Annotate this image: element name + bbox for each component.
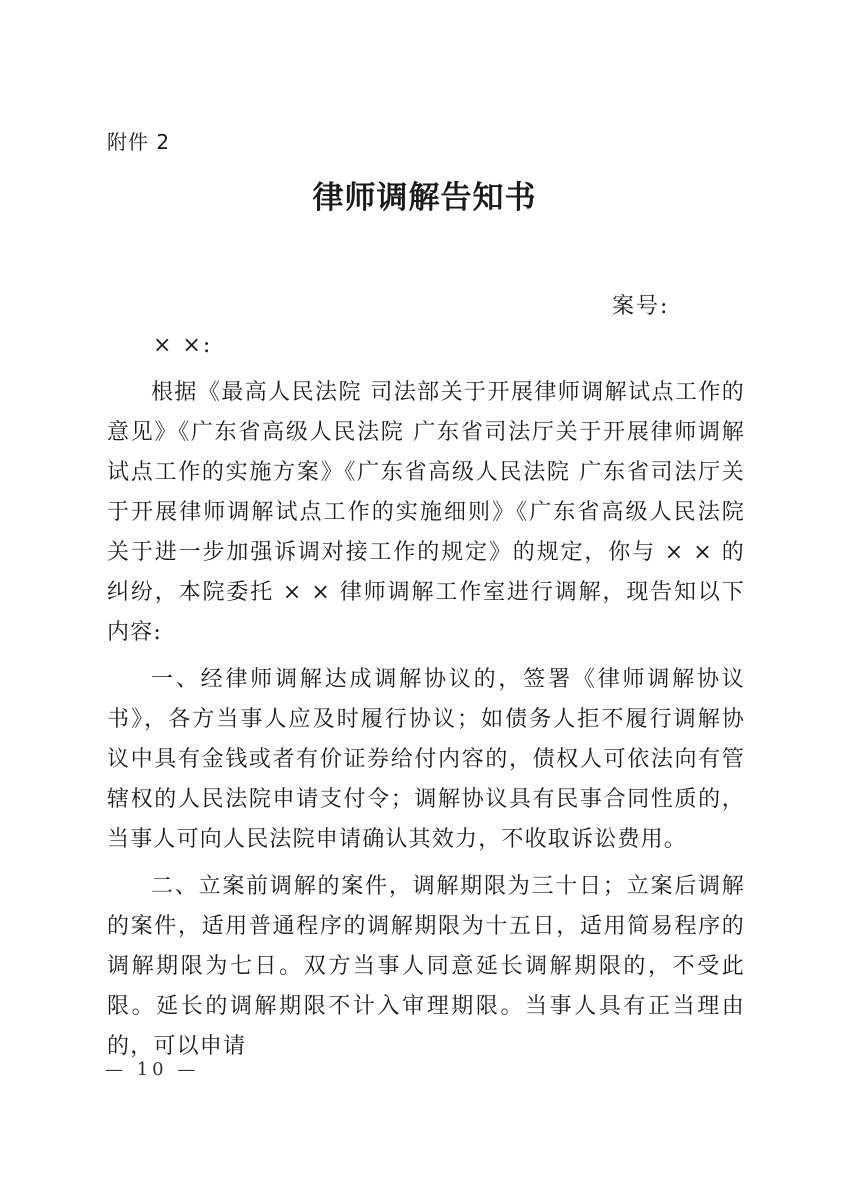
document-title: 律师调解告知书 (312, 180, 537, 216)
document-body (107, 326, 745, 1067)
case-number-label: 案号: (612, 294, 670, 319)
paragraph-item-1: 一、经律师调解达成调解协议的，签署《律师调解协议书》，各方当事人应及时履行协议；如债务人拒不履行调解协议中具有金钱或者有价证券给付内容的，债权人可依法向有管辖权的人民法院申请支付令；调解协议具有民事合同性质的，当事人可向人民法院申请确认其效力，不收取诉讼费用。 (107, 667, 745, 852)
paragraph-item-2: 二、立案前调解的案件，调解期限为三十日；立案后调解的案件，适用普通程序的调解期限为十五日，适用简易程序的调解期限为七日。双方当事人同意延长调解期限的，不受此限。延长的调解期限不计入审理期限。当事人具有正当理由的，可以申请 (107, 874, 745, 1059)
page-number: — 10 — (105, 1059, 200, 1080)
paragraph-intro: 根据《最高人民法院 司法部关于开展律师调解试点工作的意见》《广东省高级人民法院 广东省司法厅关于开展律师调解试点工作的实施方案》《广东省高级人民法院 广东省司法厅关于开展律师调解试点工作的实施细则》《广东省高级人民法院关于进一步加强诉调对接工作的规定》的规定，你与 × × 的纠纷，本院委托 × × 律师调解工作室进行调解，现告知以下内容: (107, 380, 745, 645)
salutation: × ×: (153, 333, 213, 358)
attachment-label: 附件 2 (107, 130, 171, 154)
